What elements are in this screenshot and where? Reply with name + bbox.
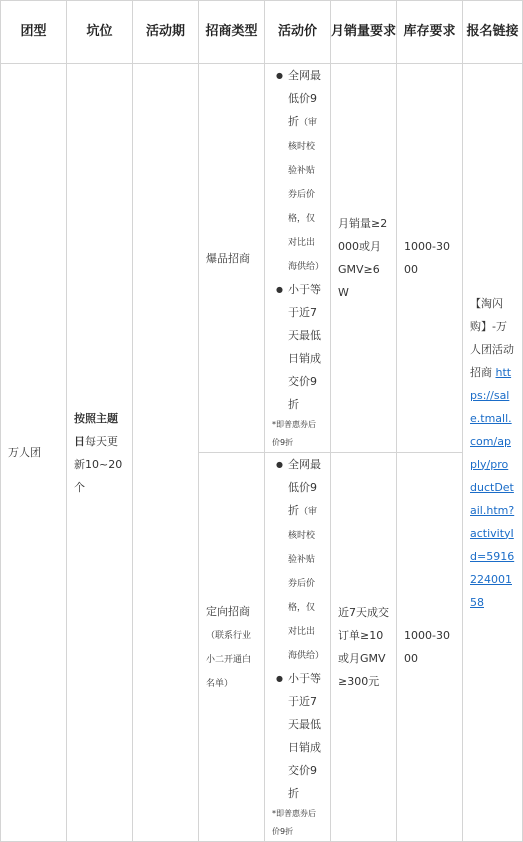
price-note: （审核时校验补贴券后价格，仅对比出海供给）	[288, 507, 325, 661]
merchant-type	[199, 600, 264, 695]
merchant-type: 爆品招商	[206, 251, 250, 265]
activity-price	[265, 64, 330, 452]
list-item	[276, 667, 323, 805]
group-type-cell	[1, 64, 67, 842]
sales-requirement: 月销量≥2000或月GMV≥6W	[338, 217, 388, 299]
sales-requirement-cell	[331, 64, 397, 453]
signup	[463, 292, 522, 614]
price-footnote: *即普惠券后价9折	[272, 809, 316, 836]
slot-bold: 按照主题日	[74, 411, 118, 448]
merchant-note: （联系行业小二开通白名单）	[206, 630, 252, 689]
activity-period-cell	[133, 64, 199, 842]
slot-text	[67, 407, 132, 499]
header-activity-period: 活动期	[133, 1, 199, 64]
sales-requirement: 近7天成交订单≥10或月GMV≥300元	[338, 606, 389, 688]
activity-price	[265, 453, 330, 841]
price-main: 小于等于近7天最低日销成交价9折	[288, 672, 321, 800]
price-main: 小于等于近7天最低日销成交价9折	[288, 283, 321, 411]
header-slot: 坑位	[67, 1, 133, 64]
price-list	[272, 64, 323, 416]
price-footnote: *即普惠券后价9折	[272, 420, 316, 447]
list-item	[276, 64, 323, 278]
header-inventory: 库存要求	[397, 1, 463, 64]
header-merchant-type: 招商类型	[199, 1, 265, 64]
signup-label: 【淘闪购】-万人团活动招商	[470, 296, 514, 379]
slot-cell	[67, 64, 133, 842]
inventory: 1000-3000	[404, 629, 450, 665]
header-signup-link: 报名链接	[463, 1, 523, 64]
list-item	[276, 278, 323, 416]
activity-price-cell	[265, 453, 331, 842]
inventory: 1000-3000	[404, 240, 450, 276]
list-item	[276, 453, 323, 667]
inventory-cell	[397, 453, 463, 842]
price-note: （审核时校验补贴券后价格，仅对比出海供给）	[288, 118, 325, 272]
table-row	[1, 64, 523, 453]
activity-price-cell	[265, 64, 331, 453]
group-type: 万人团	[8, 446, 41, 459]
header-group-type: 团型	[1, 1, 67, 64]
signup-link[interactable]: https://sale.tmall.com/apply/productDetail.htm?activityId=591622400158	[470, 365, 515, 609]
table-header-row	[1, 1, 523, 64]
signup-cell	[463, 64, 523, 842]
price-list	[272, 453, 323, 805]
header-activity-price: 活动价	[265, 1, 331, 64]
merchant-type-cell	[199, 64, 265, 453]
merchant-type-label: 定向招商	[206, 604, 250, 618]
slot-rest: 每天更新10~20个	[74, 434, 123, 494]
merchant-type-cell	[199, 453, 265, 842]
sales-requirement-cell	[331, 453, 397, 842]
price-main: 全网最低价9折	[288, 69, 321, 128]
price-main: 全网最低价9折	[288, 458, 321, 517]
inventory-cell	[397, 64, 463, 453]
header-monthly-sales: 月销量要求	[331, 1, 397, 64]
